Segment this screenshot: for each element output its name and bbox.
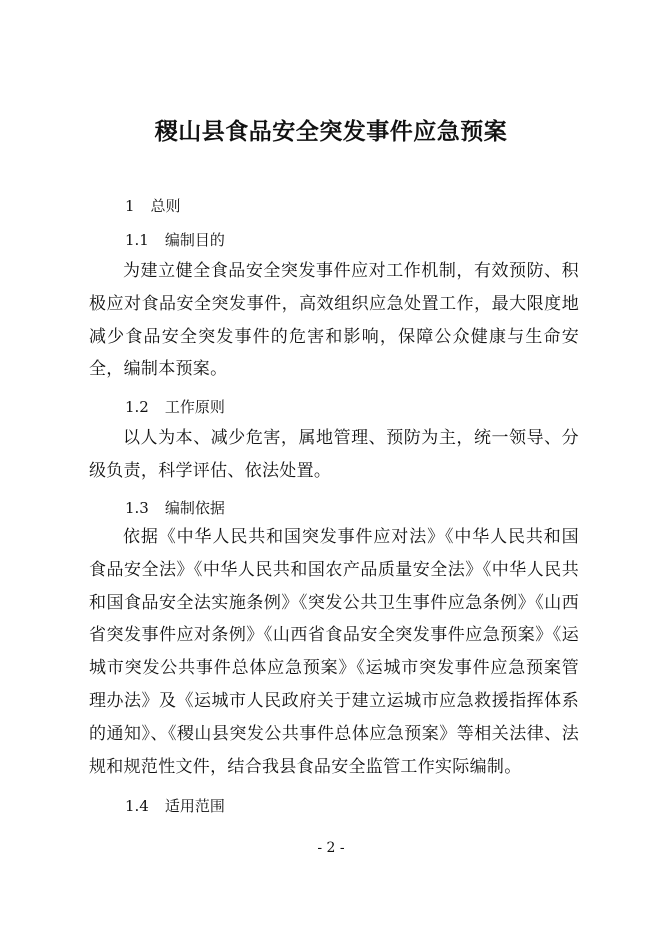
section-heading-1-4: [125, 795, 225, 816]
section-number: 1.3: [125, 499, 149, 517]
paragraph-principles: 以人为本、减少危害，属地管理、预防为主，统一领导、分级负责，科学评估、依法处置。: [89, 428, 579, 481]
page-number: - 2 -: [317, 840, 345, 856]
section-label: 总则: [150, 197, 181, 215]
section-number: 1.1: [125, 231, 149, 249]
section-number: 1: [125, 197, 135, 215]
section-heading-1-1: [125, 229, 225, 250]
section-label: 工作原则: [164, 398, 225, 416]
paragraph-purpose: 为建立健全食品安全突发事件应对工作机制，有效预防、积极应对食品安全突发事件，高效组织应急处置工作，最大限度地减少食品安全突发事件的危害和影响，保障公众健康与生命安全，编制本预案。: [89, 261, 579, 380]
section-number: 1.4: [125, 797, 149, 815]
section-label: 适用范围: [164, 797, 225, 815]
section-heading-1-3: [125, 497, 225, 518]
section-heading-1-2: [125, 396, 225, 417]
section-label: 编制目的: [164, 231, 225, 249]
paragraph-basis: 依据《中华人民共和国突发事件应对法》《中华人民共和国食品安全法》《中华人民共和国农产品质量安全法》《中华人民共和国食品安全法实施条例》《突发公共卫生事件应急条例》《山西省突发事件应对条例》《山西省食品安全突发事件应急预案》《运城市突发公共事件总体应急预案》《运城市突发事件应急预案管理办法》及《运城市人民政府关于建立运城市应急救援指挥体系的通知》、《稷山县突发公共事件总体应急预案》等相关法律、法规和规范性文件，结合我县食品安全监管工作实际编制。: [89, 527, 579, 777]
section-label: 编制依据: [164, 499, 225, 517]
section-heading-1: [125, 195, 181, 216]
document-title: 稷山县食品安全突发事件应急预案: [154, 118, 508, 145]
section-number: 1.2: [125, 398, 149, 416]
